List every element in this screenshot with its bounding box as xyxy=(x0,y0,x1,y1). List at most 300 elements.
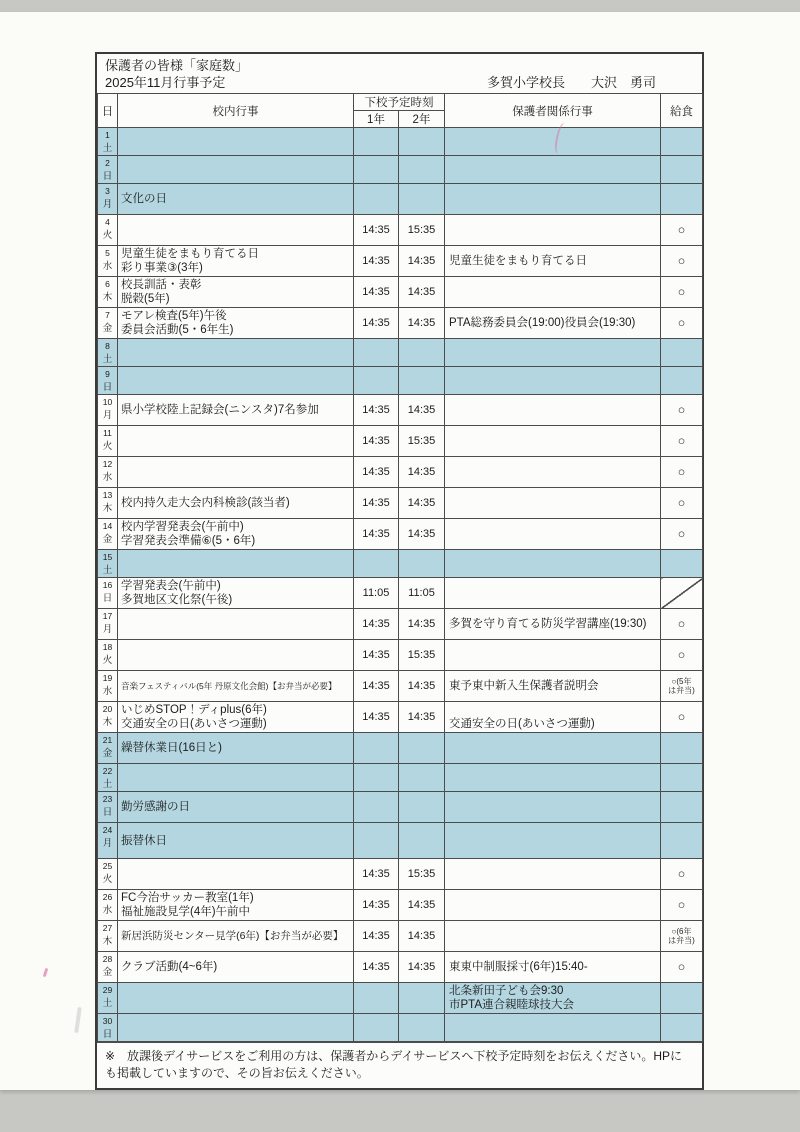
dismissal-time-grade2 xyxy=(399,339,445,367)
principal-name: 多賀小学校長 大沢 勇司 xyxy=(486,75,656,90)
day-of-week: 土 xyxy=(102,565,113,576)
day-cell xyxy=(98,184,118,215)
dismissal-time-grade1 xyxy=(354,823,399,859)
day-cell xyxy=(98,367,118,395)
dismissal-time-grade2: 15:35 xyxy=(399,215,445,246)
lunch-cell xyxy=(661,578,703,609)
schedule-row-day-12 xyxy=(98,457,703,488)
school-events-cell xyxy=(118,215,354,246)
school-events-cell xyxy=(118,367,354,395)
school-events-cell xyxy=(118,609,354,640)
day-number: 5 xyxy=(105,248,110,258)
day-number: 24 xyxy=(102,825,113,835)
day-of-week: 火 xyxy=(102,655,113,666)
header-grade1: 1年 xyxy=(354,111,399,128)
dismissal-time-grade2 xyxy=(399,823,445,859)
schedule-row-day-16 xyxy=(98,578,703,609)
dismissal-time-grade2: 14:35 xyxy=(399,246,445,277)
dismissal-time-grade1: 14:35 xyxy=(354,488,399,519)
day-of-week: 土 xyxy=(102,143,113,154)
lunch-cell: ○ xyxy=(661,426,703,457)
day-of-week: 日 xyxy=(102,593,113,604)
schedule-row-day-8 xyxy=(98,339,703,367)
school-events-cell xyxy=(118,733,354,764)
day-cell xyxy=(98,550,118,578)
day-number: 4 xyxy=(105,217,110,227)
event-text: 学習発表会(午前中) xyxy=(121,580,221,592)
school-events-cell xyxy=(118,952,354,983)
day-cell xyxy=(98,1014,118,1042)
lunch-cell xyxy=(661,1014,703,1042)
schedule-row-day-6 xyxy=(98,277,703,308)
day-of-week: 水 xyxy=(102,261,113,272)
event-text: 児童生徒をまもり育てる日 xyxy=(121,248,259,260)
pink-pen-mark-icon xyxy=(43,968,49,977)
header-day: 日 xyxy=(98,94,118,128)
lunch-cell xyxy=(661,128,703,156)
dismissal-time-grade1 xyxy=(354,156,399,184)
school-events-cell xyxy=(118,156,354,184)
day-number: 11 xyxy=(103,428,112,438)
lunch-cell: ○ xyxy=(661,395,703,426)
event-text: 勤労感謝の日 xyxy=(121,801,190,813)
parent-event-text: 市PTA連合親睦球技大会 xyxy=(449,999,575,1011)
lunch-cell: ○ xyxy=(661,215,703,246)
day-cell xyxy=(98,764,118,792)
dismissal-time-grade1: 14:35 xyxy=(354,640,399,671)
school-events-cell xyxy=(118,339,354,367)
dismissal-time-grade1: 14:35 xyxy=(354,277,399,308)
notice-line: 保護者の皆様「家庭数」 xyxy=(105,58,249,73)
footer-note: ※ 放課後デイサービスをご利用の方は、保護者からデイサービスへ下校予定時刻をお伝えください。HPにも掲載していますので、その旨お伝えください。 xyxy=(97,1042,702,1088)
schedule-title: 2025年11月行事予定 xyxy=(105,75,226,90)
day-cell xyxy=(98,952,118,983)
dismissal-time-grade2: 15:35 xyxy=(399,426,445,457)
parent-events-cell xyxy=(445,156,661,184)
day-cell xyxy=(98,215,118,246)
parent-events-cell xyxy=(445,921,661,952)
dismissal-time-grade2: 14:35 xyxy=(399,308,445,339)
day-of-week: 月 xyxy=(102,624,113,635)
lunch-cell: ○ xyxy=(661,457,703,488)
dismissal-time-grade1 xyxy=(354,733,399,764)
day-number: 13 xyxy=(102,490,113,500)
dismissal-time-grade1: 14:35 xyxy=(354,921,399,952)
header-grade2: 2年 xyxy=(399,111,445,128)
lunch-cell: ○ xyxy=(661,308,703,339)
lunch-note-text: ○(5年 xyxy=(671,676,692,686)
day-of-week: 水 xyxy=(102,472,113,483)
event-text: クラブ活動(4~6年) xyxy=(121,961,218,973)
dismissal-time-grade1: 14:35 xyxy=(354,609,399,640)
day-number: 8 xyxy=(105,341,110,351)
day-number: 10 xyxy=(102,397,113,407)
day-cell xyxy=(98,156,118,184)
day-number: 29 xyxy=(102,985,113,995)
day-cell xyxy=(98,308,118,339)
event-text: 校内学習発表会(午前中) xyxy=(121,521,244,533)
day-cell xyxy=(98,457,118,488)
day-cell xyxy=(98,339,118,367)
parent-event-text: 交通安全の日(あいさつ運動) xyxy=(449,718,595,730)
day-number: 14 xyxy=(102,521,113,531)
dismissal-time-grade1: 14:35 xyxy=(354,859,399,890)
day-of-week: 火 xyxy=(102,441,113,452)
day-number: 26 xyxy=(102,892,113,902)
dismissal-time-grade2 xyxy=(399,128,445,156)
school-events-cell xyxy=(118,983,354,1014)
dismissal-time-grade1 xyxy=(354,128,399,156)
day-number: 18 xyxy=(102,642,113,652)
schedule-row-day-1 xyxy=(98,128,703,156)
schedule-table xyxy=(97,93,703,1042)
day-number: 17 xyxy=(102,611,113,621)
day-of-week: 日 xyxy=(102,171,113,182)
dismissal-time-grade1 xyxy=(354,792,399,823)
school-events-cell xyxy=(118,457,354,488)
day-of-week: 木 xyxy=(102,292,113,303)
day-number: 25 xyxy=(102,861,113,871)
school-events-cell xyxy=(118,702,354,733)
school-events-cell xyxy=(118,488,354,519)
schedule-row-day-18 xyxy=(98,640,703,671)
event-text: 新居浜防災センター見学(6年)【お弁当が必要】 xyxy=(121,930,344,942)
school-events-cell xyxy=(118,426,354,457)
dismissal-time-grade2 xyxy=(399,983,445,1014)
day-number: 19 xyxy=(102,673,113,683)
day-cell xyxy=(98,671,118,702)
day-number: 9 xyxy=(105,369,110,379)
parent-events-cell xyxy=(445,395,661,426)
day-cell xyxy=(98,609,118,640)
day-number: 28 xyxy=(102,954,113,964)
event-text: 県小学校陸上記録会(ニンスタ)7名参加 xyxy=(121,404,319,416)
day-number: 20 xyxy=(102,704,113,714)
day-number: 30 xyxy=(102,1016,113,1026)
day-of-week: 木 xyxy=(102,717,113,728)
day-of-week: 土 xyxy=(102,354,113,365)
lunch-cell xyxy=(661,339,703,367)
day-cell xyxy=(98,246,118,277)
dismissal-time-grade1 xyxy=(354,1014,399,1042)
dismissal-time-grade2: 14:35 xyxy=(399,702,445,733)
lunch-cell xyxy=(661,367,703,395)
parent-events-cell xyxy=(445,983,661,1014)
day-of-week: 土 xyxy=(102,998,113,1009)
schedule-row-day-21 xyxy=(98,733,703,764)
day-number: 12 xyxy=(102,459,113,469)
schedule-body xyxy=(98,128,703,1042)
schedule-row-day-27 xyxy=(98,921,703,952)
day-number: 15 xyxy=(102,552,113,562)
schedule-row-day-14 xyxy=(98,519,703,550)
lunch-cell xyxy=(661,983,703,1014)
header-school-events: 校内行事 xyxy=(118,94,354,128)
dismissal-time-grade2 xyxy=(399,367,445,395)
lunch-cell: ○ xyxy=(661,277,703,308)
dismissal-time-grade1: 14:35 xyxy=(354,246,399,277)
parent-events-cell xyxy=(445,277,661,308)
dismissal-time-grade1: 14:35 xyxy=(354,215,399,246)
parent-events-cell xyxy=(445,1014,661,1042)
day-number: 27 xyxy=(102,923,113,933)
school-events-cell xyxy=(118,792,354,823)
schedule-row-day-22 xyxy=(98,764,703,792)
parent-events-cell xyxy=(445,640,661,671)
dismissal-time-grade2 xyxy=(399,184,445,215)
day-of-week: 火 xyxy=(102,230,113,241)
dismissal-time-grade2 xyxy=(399,733,445,764)
lunch-cell: ○ xyxy=(661,890,703,921)
school-events-cell xyxy=(118,395,354,426)
parent-events-cell xyxy=(445,671,661,702)
lunch-cell: ○ xyxy=(661,702,703,733)
dismissal-time-grade2: 14:35 xyxy=(399,890,445,921)
day-number: 16 xyxy=(102,580,113,590)
parent-events-cell xyxy=(445,308,661,339)
day-of-week: 金 xyxy=(102,967,113,978)
parent-events-cell xyxy=(445,215,661,246)
lunch-cell: ○ xyxy=(661,859,703,890)
day-of-week: 金 xyxy=(102,748,113,759)
event-text: 音楽フェスティバル(5年 丹原文化会館)【お弁当が必要】 xyxy=(121,681,337,691)
event-text: 学習発表会準備⑥(5・6年) xyxy=(121,535,256,547)
day-of-week: 金 xyxy=(102,323,113,334)
lunch-cell xyxy=(661,823,703,859)
dismissal-time-grade1: 14:35 xyxy=(354,426,399,457)
event-text: 委員会活動(5・6年生) xyxy=(121,324,234,336)
event-text: 交通安全の日(あいさつ運動) xyxy=(121,718,267,730)
parent-events-cell xyxy=(445,488,661,519)
event-text: 文化の日 xyxy=(121,193,167,205)
parent-events-cell xyxy=(445,519,661,550)
event-text: 校長訓話・表彰 xyxy=(121,279,202,291)
dismissal-time-grade2: 14:35 xyxy=(399,277,445,308)
parent-events-cell xyxy=(445,367,661,395)
dismissal-time-grade1: 11:05 xyxy=(354,578,399,609)
schedule-row-day-2 xyxy=(98,156,703,184)
day-number: 23 xyxy=(102,794,113,804)
day-cell xyxy=(98,128,118,156)
dismissal-time-grade2 xyxy=(399,792,445,823)
dismissal-time-grade2: 14:35 xyxy=(399,609,445,640)
gray-smudge-icon xyxy=(74,1007,82,1033)
day-number: 1 xyxy=(105,130,110,140)
dismissal-time-grade1: 14:35 xyxy=(354,702,399,733)
lunch-cell: ○ xyxy=(661,952,703,983)
day-cell xyxy=(98,921,118,952)
parent-event-text: 東予東中新入生保護者説明会 xyxy=(449,680,599,692)
lunch-cell: ○ xyxy=(661,519,703,550)
day-cell xyxy=(98,792,118,823)
schedule-row-day-30 xyxy=(98,1014,703,1042)
lunch-note-text: ○(6年 xyxy=(671,926,692,936)
parent-events-cell xyxy=(445,733,661,764)
school-events-cell xyxy=(118,823,354,859)
lunch-cell xyxy=(661,792,703,823)
parent-events-cell xyxy=(445,859,661,890)
day-of-week: 金 xyxy=(102,534,113,545)
day-cell xyxy=(98,578,118,609)
day-cell xyxy=(98,823,118,859)
dismissal-time-grade2: 14:35 xyxy=(399,921,445,952)
day-number: 6 xyxy=(105,279,110,289)
dismissal-time-grade1: 14:35 xyxy=(354,308,399,339)
day-of-week: 月 xyxy=(102,410,113,421)
day-of-week: 火 xyxy=(102,874,113,885)
parent-events-cell xyxy=(445,764,661,792)
day-cell xyxy=(98,702,118,733)
lunch-cell xyxy=(661,184,703,215)
lunch-cell: ○ xyxy=(661,609,703,640)
day-number: 3 xyxy=(105,186,110,196)
parent-events-cell xyxy=(445,952,661,983)
dismissal-time-grade2 xyxy=(399,550,445,578)
schedule-row-day-20 xyxy=(98,702,703,733)
schedule-row-day-10 xyxy=(98,395,703,426)
day-of-week: 月 xyxy=(102,199,113,210)
school-events-cell xyxy=(118,1014,354,1042)
parent-events-cell xyxy=(445,128,661,156)
parent-events-cell xyxy=(445,184,661,215)
school-events-cell xyxy=(118,671,354,702)
school-events-cell xyxy=(118,184,354,215)
day-cell xyxy=(98,733,118,764)
school-events-cell xyxy=(118,308,354,339)
school-events-cell xyxy=(118,859,354,890)
day-number: 21 xyxy=(102,735,113,745)
school-events-cell xyxy=(118,921,354,952)
dismissal-time-grade1 xyxy=(354,339,399,367)
day-number: 22 xyxy=(102,766,113,776)
day-number: 2 xyxy=(105,158,110,168)
lunch-cell: ○ xyxy=(661,640,703,671)
school-events-cell xyxy=(118,578,354,609)
day-of-week: 日 xyxy=(102,382,113,393)
dismissal-time-grade1 xyxy=(354,550,399,578)
schedule-row-day-23 xyxy=(98,792,703,823)
school-events-cell xyxy=(118,764,354,792)
parent-events-cell xyxy=(445,426,661,457)
dismissal-time-grade2: 15:35 xyxy=(399,859,445,890)
lunch-cell xyxy=(661,921,703,952)
event-text: モアレ検査(5年)午後 xyxy=(121,310,227,322)
dismissal-time-grade2: 14:35 xyxy=(399,952,445,983)
dismissal-time-grade1 xyxy=(354,764,399,792)
parent-events-cell xyxy=(445,792,661,823)
schedule-row-day-9 xyxy=(98,367,703,395)
day-cell xyxy=(98,983,118,1014)
school-events-cell xyxy=(118,640,354,671)
lunch-cell: ○ xyxy=(661,488,703,519)
schedule-row-day-24 xyxy=(98,823,703,859)
dismissal-time-grade1: 14:35 xyxy=(354,519,399,550)
parent-events-cell xyxy=(445,339,661,367)
day-cell xyxy=(98,890,118,921)
schedule-row-day-19 xyxy=(98,671,703,702)
lunch-cell xyxy=(661,156,703,184)
parent-events-cell xyxy=(445,550,661,578)
event-text: 多賀地区文化祭(午後) xyxy=(121,594,233,606)
day-of-week: 水 xyxy=(102,686,113,697)
day-of-week: 土 xyxy=(102,779,113,790)
dismissal-time-grade1 xyxy=(354,983,399,1014)
lunch-cell xyxy=(661,550,703,578)
schedule-row-day-7 xyxy=(98,308,703,339)
dismissal-time-grade2: 15:35 xyxy=(399,640,445,671)
day-cell xyxy=(98,395,118,426)
dismissal-time-grade2: 14:35 xyxy=(399,457,445,488)
event-text: いじめSTOP！ディplus(6年) xyxy=(121,704,267,716)
parent-event-text: 東東中制服採寸(6年)15:40- xyxy=(449,961,588,973)
day-cell xyxy=(98,640,118,671)
dismissal-time-grade1 xyxy=(354,367,399,395)
schedule-row-day-17 xyxy=(98,609,703,640)
title-block xyxy=(97,54,702,93)
parent-events-cell xyxy=(445,609,661,640)
parent-events-cell xyxy=(445,246,661,277)
dismissal-time-grade1: 14:35 xyxy=(354,457,399,488)
day-cell xyxy=(98,426,118,457)
school-events-cell xyxy=(118,277,354,308)
schedule-row-day-25 xyxy=(98,859,703,890)
dismissal-time-grade2: 14:35 xyxy=(399,519,445,550)
day-cell xyxy=(98,519,118,550)
lunch-note-text: は弁当) xyxy=(668,686,695,695)
dismissal-time-grade2 xyxy=(399,156,445,184)
parent-events-cell xyxy=(445,823,661,859)
header-dismissal-time: 下校予定時刻 xyxy=(354,94,445,111)
day-number: 7 xyxy=(105,310,110,320)
event-text: 校内持久走大会内科検診(該当者) xyxy=(121,497,290,509)
day-cell xyxy=(98,488,118,519)
dismissal-time-grade1: 14:35 xyxy=(354,395,399,426)
event-text: 振替休日 xyxy=(121,834,167,847)
parent-events-cell xyxy=(445,890,661,921)
lunch-note-text: は弁当) xyxy=(668,936,695,945)
day-of-week: 日 xyxy=(102,1029,113,1040)
lunch-cell xyxy=(661,764,703,792)
school-events-cell xyxy=(118,128,354,156)
schedule-row-day-29 xyxy=(98,983,703,1014)
parent-events-cell xyxy=(445,702,661,733)
header-lunch: 給食 xyxy=(661,94,703,128)
schedule-row-day-15 xyxy=(98,550,703,578)
school-events-cell xyxy=(118,246,354,277)
lunch-cell: ○ xyxy=(661,246,703,277)
event-text: 福祉施設見学(4年)午前中 xyxy=(121,906,251,918)
school-events-cell xyxy=(118,519,354,550)
school-events-cell xyxy=(118,890,354,921)
lunch-cell xyxy=(661,733,703,764)
parent-event-text: PTA総務委員会(19:00)役員会(19:30) xyxy=(449,317,636,329)
day-of-week: 水 xyxy=(102,905,113,916)
dismissal-time-grade2: 14:35 xyxy=(399,395,445,426)
parent-event-text: 多賀を守り育てる防災学習講座(19:30) xyxy=(449,618,647,630)
event-text: 彩り事業③(3年) xyxy=(121,262,203,274)
parent-event-text: 児童生徒をまもり育てる日 xyxy=(449,255,587,267)
schedule-row-day-26 xyxy=(98,890,703,921)
parent-events-cell xyxy=(445,578,661,609)
dismissal-time-grade1 xyxy=(354,184,399,215)
day-of-week: 日 xyxy=(102,807,113,818)
parent-event-text: 北条新田子ども会9:30 xyxy=(449,985,564,997)
schedule-row-day-28 xyxy=(98,952,703,983)
dismissal-time-grade1: 14:35 xyxy=(354,952,399,983)
day-cell xyxy=(98,277,118,308)
dismissal-time-grade2 xyxy=(399,764,445,792)
schedule-row-day-13 xyxy=(98,488,703,519)
